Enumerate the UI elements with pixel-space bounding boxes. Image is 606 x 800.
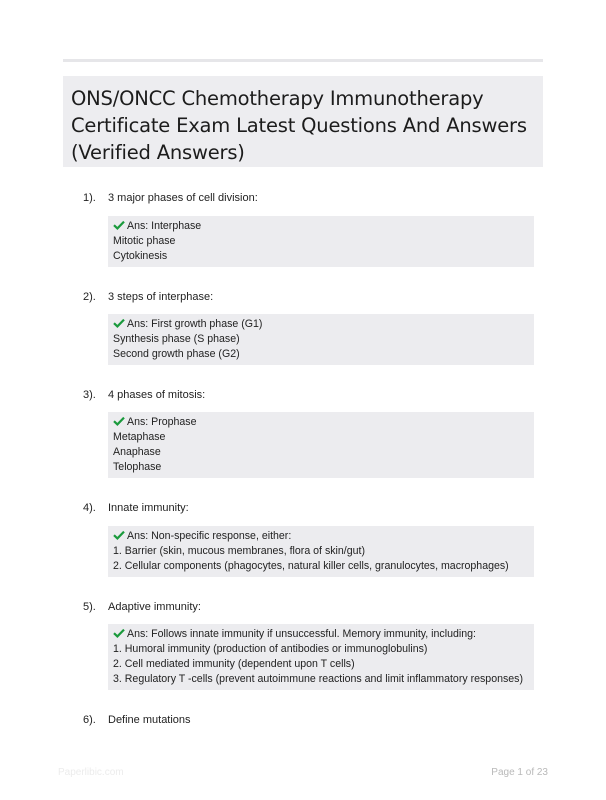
question-text: Adaptive immunity: <box>108 601 201 613</box>
footer-watermark: Paperlibic.com <box>58 767 124 778</box>
question-number: 1). <box>83 192 96 204</box>
check-icon <box>113 530 125 540</box>
question-text: 3 major phases of cell division: <box>108 192 258 204</box>
question-text: Innate immunity: <box>108 502 189 514</box>
question-number: 2). <box>83 291 96 303</box>
answer-line: 3. Regulatory T -cells (prevent autoimmune reactions and limit inflammatory responses) <box>113 673 523 685</box>
answer-box <box>108 314 534 365</box>
answer-box <box>108 412 534 478</box>
answer-line <box>113 415 529 430</box>
answer-text: Ans: Non-specific response, either: <box>127 530 292 542</box>
answer-line <box>113 529 529 544</box>
answer-line <box>113 317 529 332</box>
question-text: 4 phases of mitosis: <box>108 389 206 401</box>
top-divider <box>63 59 543 62</box>
answer-line: 2. Cell mediated immunity (dependent upon T cells) <box>113 658 355 670</box>
check-icon <box>113 318 125 328</box>
check-icon <box>113 628 125 638</box>
title-line: (Verified Answers) <box>71 141 245 164</box>
question-text: Define mutations <box>108 714 191 726</box>
answer-line: 2. Cellular components (phagocytes, natural killer cells, granulocytes, macrophages) <box>113 560 509 572</box>
answer-line: 1. Barrier (skin, mucous membranes, flora of skin/gut) <box>113 545 365 557</box>
answer-line: Telophase <box>113 461 162 473</box>
answer-text: Ans: Follows innate immunity if unsuccessful. Memory immunity, including: <box>127 628 476 640</box>
title-line: Certificate Exam Latest Questions And Answers <box>71 114 527 137</box>
answer-box <box>108 526 534 577</box>
question-number: 4). <box>83 502 96 514</box>
question-number: 6). <box>83 714 96 726</box>
check-icon <box>113 416 125 426</box>
answer-line: 1. Humoral immunity (production of antibodies or immunoglobulins) <box>113 643 428 655</box>
answer-line: Anaphase <box>113 446 161 458</box>
answer-line: Metaphase <box>113 431 166 443</box>
question-number: 3). <box>83 389 96 401</box>
answer-text: Ans: Prophase <box>127 416 197 428</box>
answer-line <box>113 627 529 642</box>
answer-line <box>113 219 529 234</box>
document-title <box>63 76 543 167</box>
question-number: 5). <box>83 601 96 613</box>
answer-line: Second growth phase (G2) <box>113 348 240 360</box>
answer-line: Synthesis phase (S phase) <box>113 333 240 345</box>
answer-text: Ans: Interphase <box>127 220 202 232</box>
title-line: ONS/ONCC Chemotherapy Immunotherapy <box>71 87 484 110</box>
answer-box <box>108 624 534 690</box>
page-number: Page 1 of 23 <box>491 767 548 778</box>
question-text: 3 steps of interphase: <box>108 291 214 303</box>
answer-box <box>108 216 534 267</box>
answer-text: Ans: First growth phase (G1) <box>127 318 263 330</box>
answer-line: Mitotic phase <box>113 235 176 247</box>
check-icon <box>113 220 125 230</box>
answer-line: Cytokinesis <box>113 250 168 262</box>
